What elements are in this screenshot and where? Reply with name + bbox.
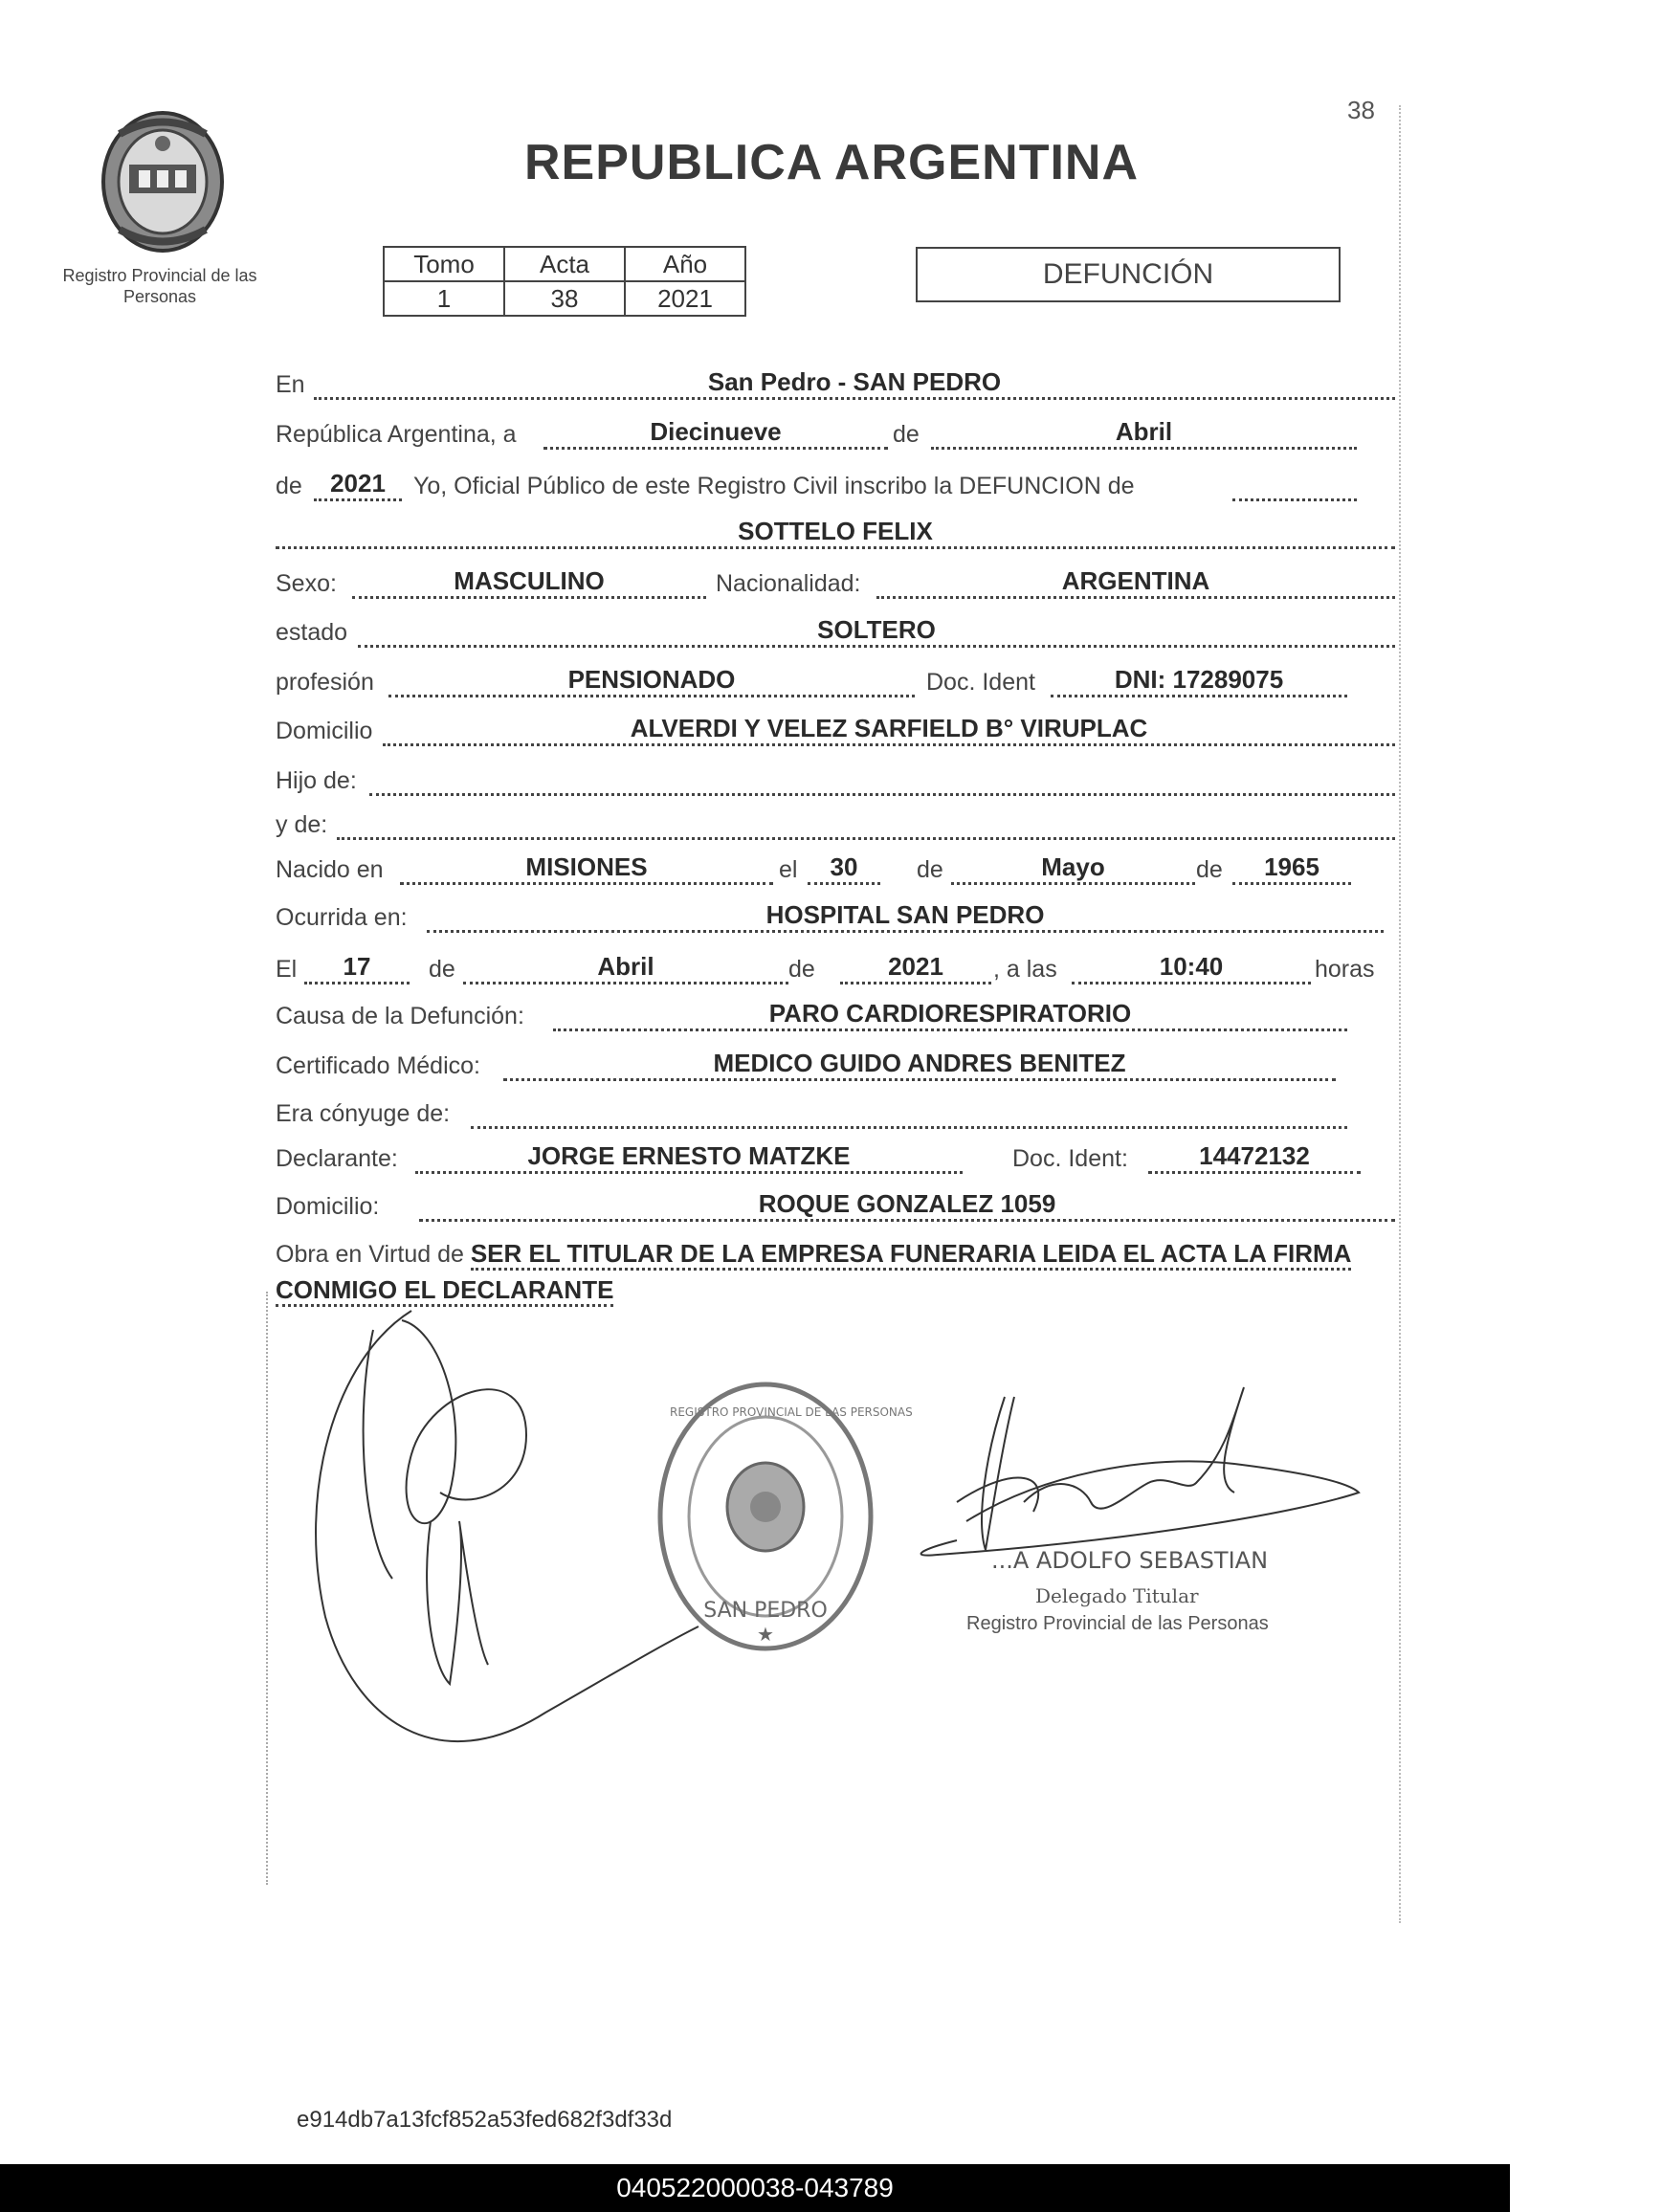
row-hijo bbox=[276, 763, 1397, 798]
label-profesion: profesión bbox=[276, 669, 374, 696]
label-decl-domicilio: Domicilio: bbox=[276, 1193, 380, 1220]
label-certificado: Certificado Médico: bbox=[276, 1052, 480, 1079]
label-obra: Obra en Virtud de bbox=[276, 1241, 464, 1268]
dotted-line bbox=[1051, 695, 1347, 697]
value-sexo: MASCULINO bbox=[454, 566, 605, 595]
value-causa: PARO CARDIORESPIRATORIO bbox=[768, 999, 1132, 1028]
label-de: de bbox=[917, 856, 943, 883]
value-mes: Abril bbox=[1115, 417, 1173, 446]
row-decl-domicilio bbox=[276, 1189, 1397, 1224]
row-conyuge bbox=[276, 1096, 1397, 1131]
label-de: de bbox=[1196, 856, 1223, 883]
label-domicilio: Domicilio bbox=[276, 718, 373, 744]
document-title: REPUBLICA ARGENTINA bbox=[523, 135, 1140, 190]
row-nombre bbox=[276, 517, 1397, 551]
dotted-line bbox=[503, 1078, 1336, 1081]
value-nacionalidad: ARGENTINA bbox=[1061, 566, 1210, 595]
label-nacido: Nacido en bbox=[276, 856, 384, 883]
label-sexo: Sexo: bbox=[276, 570, 337, 597]
dotted-line bbox=[543, 447, 888, 450]
value-nac-mes: Mayo bbox=[1041, 852, 1105, 881]
official-office: Registro Provincial de las Personas bbox=[966, 1613, 1269, 1634]
row-obra bbox=[276, 1236, 1395, 1309]
value-anio: 2021 bbox=[330, 469, 386, 498]
value-def-anio: 2021 bbox=[888, 952, 943, 981]
value-decl-domicilio: ROQUE GONZALEZ 1059 bbox=[758, 1189, 1056, 1218]
seal-location: SAN PEDRO bbox=[703, 1599, 828, 1623]
label-de: de bbox=[893, 421, 920, 448]
value-nacido: MISIONES bbox=[525, 852, 648, 881]
row-certificado bbox=[276, 1049, 1397, 1083]
label-en: En bbox=[276, 371, 305, 398]
ref-header-tomo: Tomo bbox=[384, 247, 504, 281]
dotted-line bbox=[358, 645, 1395, 648]
official-name: ...A ADOLFO SEBASTIAN bbox=[991, 1547, 1269, 1574]
margin-dots bbox=[1399, 105, 1401, 1923]
dotted-line bbox=[415, 1171, 963, 1174]
row-inscribo bbox=[276, 469, 1397, 503]
dotted-line bbox=[314, 498, 402, 501]
dotted-line bbox=[419, 1219, 1395, 1222]
dotted-line bbox=[276, 546, 1395, 549]
official-seal-icon bbox=[651, 1378, 913, 1655]
value-nac-dia: 30 bbox=[830, 852, 858, 881]
label-republica: República Argentina, a bbox=[276, 421, 517, 448]
dotted-line bbox=[840, 982, 991, 984]
value-decl-doc: 14472132 bbox=[1199, 1141, 1310, 1170]
label-yde: y de: bbox=[276, 811, 328, 838]
record-type-box: DEFUNCIÓN bbox=[916, 247, 1341, 302]
label-de: de bbox=[788, 956, 815, 983]
dotted-line bbox=[383, 743, 1395, 746]
official-role: Delegado Titular bbox=[1035, 1584, 1199, 1607]
registry-label: Registro Provincial de las Personas bbox=[62, 266, 257, 306]
value-ocurrida: HOSPITAL SAN PEDRO bbox=[765, 900, 1045, 929]
dotted-line bbox=[471, 1126, 1347, 1129]
dotted-line bbox=[876, 596, 1395, 599]
value-def-mes: Abril bbox=[597, 952, 654, 981]
value-dia: Diecinueve bbox=[650, 417, 782, 446]
label-hijo: Hijo de: bbox=[276, 767, 357, 794]
value-certificado: MEDICO GUIDO ANDRES BENITEZ bbox=[713, 1049, 1126, 1077]
reference-table bbox=[383, 246, 746, 317]
dotted-line bbox=[463, 982, 788, 984]
value-estado: SOLTERO bbox=[817, 615, 936, 644]
value-hora: 10:40 bbox=[1159, 952, 1224, 981]
dotted-line bbox=[369, 793, 1395, 796]
row-estado bbox=[276, 615, 1397, 650]
dotted-line bbox=[400, 882, 773, 885]
dotted-line bbox=[1232, 882, 1351, 885]
value-nac-anio: 1965 bbox=[1264, 852, 1319, 881]
dotted-line bbox=[304, 982, 410, 984]
label-nacionalidad: Nacionalidad: bbox=[716, 570, 861, 597]
label-el: El bbox=[276, 956, 298, 983]
margin-dots bbox=[266, 1292, 268, 1885]
value-def-dia: 17 bbox=[343, 952, 371, 981]
dotted-line bbox=[931, 447, 1357, 450]
row-yde bbox=[276, 807, 1397, 842]
label-decl-doc: Doc. Ident: bbox=[1012, 1145, 1128, 1172]
row-nacido bbox=[276, 852, 1397, 887]
row-declarante bbox=[276, 1141, 1397, 1176]
label-doc: Doc. Ident bbox=[926, 669, 1035, 696]
ref-value-acta: 38 bbox=[504, 281, 625, 316]
label-el: el bbox=[779, 856, 798, 883]
dotted-line bbox=[553, 1029, 1347, 1031]
row-profesion bbox=[276, 665, 1397, 699]
value-doc: DNI: 17289075 bbox=[1114, 665, 1284, 694]
seal-ring-text: REGISTRO PROVINCIAL DE LAS PERSONAS bbox=[670, 1405, 913, 1419]
label-declarante: Declarante: bbox=[276, 1145, 398, 1172]
label-ocurrida: Ocurrida en: bbox=[276, 904, 408, 931]
dotted-line bbox=[314, 397, 1395, 400]
row-sexo bbox=[276, 566, 1397, 601]
row-causa bbox=[276, 999, 1397, 1033]
seal-star-icon: ★ bbox=[757, 1623, 774, 1646]
dotted-line bbox=[1148, 1171, 1361, 1174]
dotted-line bbox=[337, 837, 1395, 840]
value-obra: SER EL TITULAR DE LA EMPRESA FUNERARIA LEIDA EL ACTA LA FIRMA CONMIGO EL DECLARANTE bbox=[276, 1239, 1351, 1307]
value-nombre: SOTTELO FELIX bbox=[738, 517, 933, 545]
declarant-signature bbox=[297, 1301, 698, 1760]
dotted-line bbox=[951, 882, 1195, 885]
row-fecha-defuncion bbox=[276, 952, 1397, 986]
document-hash: e914db7a13fcf852a53fed682f3df33d bbox=[297, 2107, 673, 2133]
dotted-line bbox=[1232, 498, 1357, 501]
dotted-line bbox=[388, 695, 915, 697]
ref-value-anio: 2021 bbox=[625, 281, 745, 316]
page-number: 38 bbox=[1347, 96, 1375, 124]
label-inscribo: Yo, Oficial Público de este Registro Civil inscribo la DEFUNCION de bbox=[413, 473, 1135, 499]
ref-header-acta: Acta bbox=[504, 247, 625, 281]
label-de: de bbox=[276, 473, 302, 499]
label-causa: Causa de la Defunción: bbox=[276, 1003, 524, 1029]
label-horas: horas bbox=[1315, 956, 1375, 983]
dotted-line bbox=[808, 882, 880, 885]
dotted-line bbox=[1072, 982, 1311, 984]
footer-code: 040522000038-043789 bbox=[0, 2164, 1510, 2212]
dotted-line bbox=[352, 596, 706, 599]
row-ocurrida bbox=[276, 900, 1397, 935]
label-de: de bbox=[429, 956, 455, 983]
ref-value-tomo: 1 bbox=[384, 281, 504, 316]
value-declarante: JORGE ERNESTO MATZKE bbox=[527, 1141, 851, 1170]
row-domicilio bbox=[276, 714, 1397, 748]
value-domicilio: ALVERDI Y VELEZ SARFIELD B° VIRUPLAC bbox=[630, 714, 1148, 742]
row-fecha bbox=[276, 417, 1397, 452]
row-lugar bbox=[276, 367, 1397, 402]
value-lugar: San Pedro - SAN PEDRO bbox=[707, 367, 1002, 396]
label-estado: estado bbox=[276, 619, 348, 646]
label-alas: , a las bbox=[993, 956, 1057, 983]
ref-header-anio: Año bbox=[625, 247, 745, 281]
value-profesion: PENSIONADO bbox=[567, 665, 736, 694]
dotted-line bbox=[427, 930, 1384, 933]
label-conyuge: Era cónyuge de: bbox=[276, 1100, 451, 1127]
